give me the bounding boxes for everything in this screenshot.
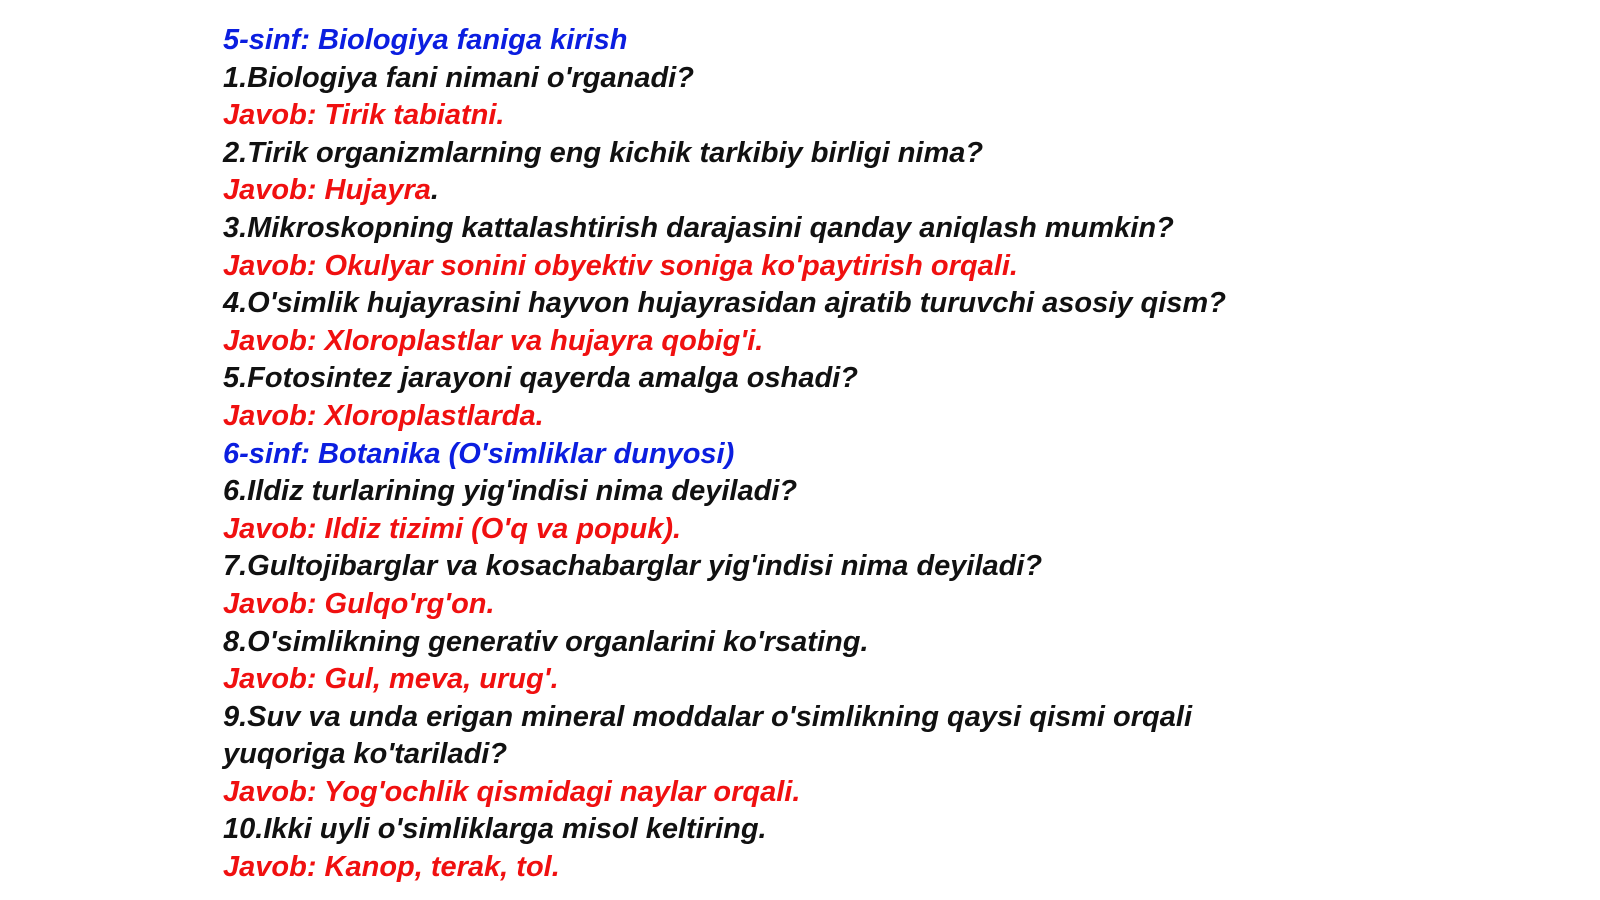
- answer-1: Javob: Tirik tabiatni.: [223, 99, 505, 132]
- answer-6: Javob: Ildiz tizimi (O'q va popuk).: [223, 512, 682, 545]
- question-5: 5.Fotosintez jarayoni qayerda amalga oshadi?: [223, 362, 858, 395]
- section-heading-grade-5: 5-sinf: Biologiya faniga kirish: [223, 24, 628, 56]
- section-heading-grade-6: 6-sinf: Botanika (O'simliklar dunyosi): [223, 437, 735, 470]
- answer-8: Javob: Gul, meva, urug'.: [223, 663, 559, 696]
- question-9-line-1: 9.Suv va unda erigan mineral moddalar o'simlikning qaysi qismi orqali: [223, 700, 1193, 733]
- answer-10: Javob: Kanop, terak, tol.: [223, 851, 560, 884]
- question-9-line-2: yuqoriga ko'tariladi?: [223, 738, 508, 771]
- answer-5: Javob: Xloroplastlarda.: [223, 399, 544, 432]
- answer-7: Javob: Gulqo'rg'on.: [223, 587, 495, 620]
- answer-2-text: Javob: Hujayra: [223, 174, 431, 207]
- question-10: 10.Ikki uyli o'simliklarga misol keltiring.: [223, 813, 767, 846]
- question-4: 4.O'simlik hujayrasini hayvon hujayrasidan ajratib turuvchi asosiy qism?: [223, 287, 1226, 320]
- answer-2-period: .: [430, 174, 439, 207]
- answer-2: [223, 172, 1600, 210]
- question-3: 3.Mikroskopning kattalashtirish darajasini qanday aniqlash mumkin?: [223, 211, 1174, 244]
- answer-3: Javob: Okulyar sonini obyektiv soniga ko'paytirish orqali.: [223, 249, 1018, 282]
- question-8: 8.O'simlikning generativ organlarini ko'rsating.: [223, 625, 869, 658]
- question-7: 7.Gultojibarglar va kosachabarglar yig'indisi nima deyiladi?: [223, 550, 1043, 583]
- answer-4: Javob: Xloroplastlar va hujayra qobig'i.: [223, 324, 764, 357]
- question-1: 1.Biologiya fani nimani o'rganadi?: [223, 61, 694, 94]
- question-6: 6.Ildiz turlarining yig'indisi nima deyiladi?: [223, 475, 798, 508]
- question-2: 2.Tirik organizmlarning eng kichik tarkibiy birligi nima?: [223, 136, 984, 169]
- answer-9: Javob: Yog'ochlik qismidagi naylar orqali.: [223, 775, 801, 808]
